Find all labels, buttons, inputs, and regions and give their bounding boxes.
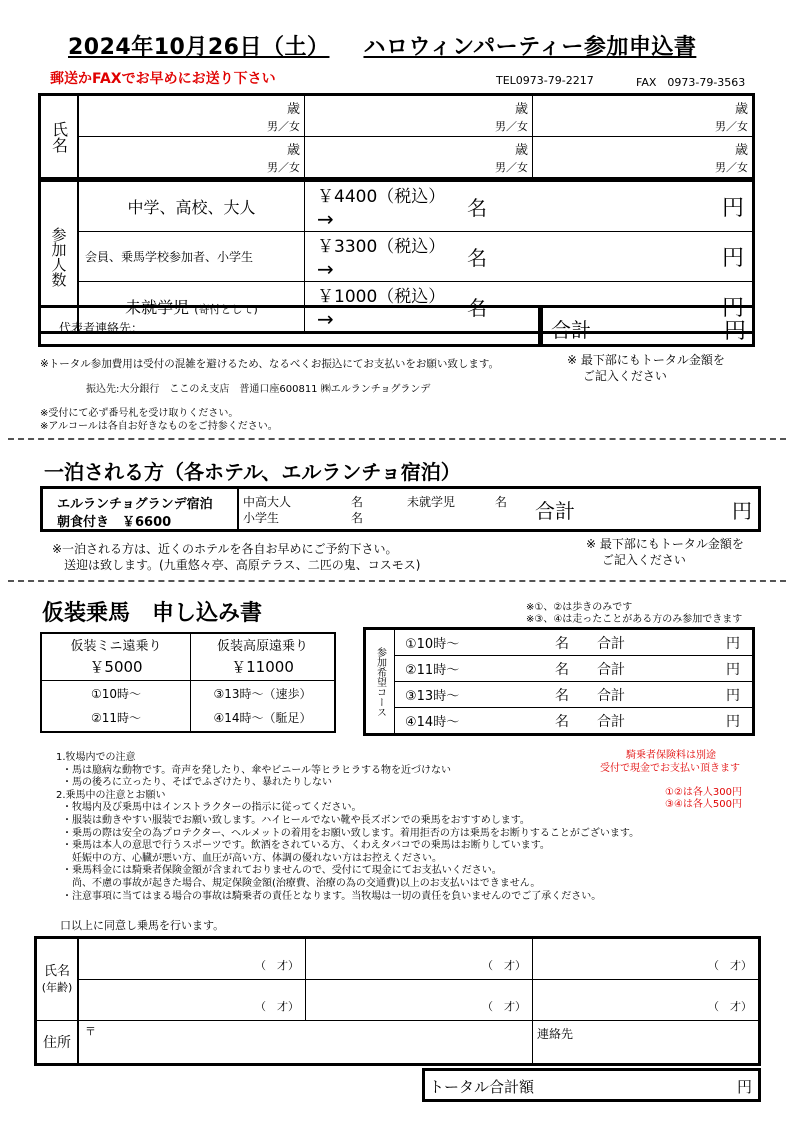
stay-form [40, 486, 761, 532]
bottom-total-note: ※ 最下部にもトータル金額を ご記入ください [567, 353, 725, 383]
gender-label: 男／女 [495, 120, 528, 133]
riding-remark-1: ※①、②は歩きのみです [526, 602, 633, 613]
stay-note-2: 送迎は致します。(九重悠々亭、高原テラス、二匹の鬼、コスモス) [64, 558, 421, 572]
name-field[interactable] [533, 137, 754, 179]
agreement-checkbox[interactable]: 口以上に同意し乗馬を行います。 [60, 919, 225, 932]
name-field[interactable] [533, 95, 754, 137]
name-field[interactable] [305, 95, 533, 137]
yen-preschool-field[interactable]: 円 [567, 282, 754, 333]
course-label-cell [365, 629, 395, 735]
transfer-note: ※トータル参加費用は受付の混雑を避けるため、なるべくお振込にてお支払いをお願い致します。 [40, 358, 500, 370]
insurance-note-4: ③④は各人500円 [665, 799, 743, 810]
send-note: 郵送かFAXでお早めにお送り下さい [50, 71, 276, 87]
divider [8, 580, 786, 582]
grand-total-field[interactable] [422, 1068, 761, 1102]
contact-field[interactable] [533, 1021, 760, 1065]
course-highland-slots: ③13時～（速歩） ④14時～（駈足） [191, 681, 336, 733]
course-mini: 仮装ミニ遠乗り ￥5000 [41, 633, 191, 681]
course-highland: 仮装高原遠乗り ￥11000 [191, 633, 336, 681]
course-row-4[interactable]: ④14時～ 名 合計 円 [395, 708, 754, 735]
count-member-field[interactable]: 名 [467, 232, 567, 282]
stay-total-field[interactable]: 円 [732, 499, 752, 523]
name-label: 氏名 [49, 120, 69, 153]
riding-remark-2: ※③、④は走ったことがある方のみ参加できます [526, 614, 743, 625]
riding-name-field[interactable]: （ 才） [306, 938, 533, 980]
count-adult-field[interactable]: 名 [467, 181, 567, 232]
course-row-2[interactable]: ②11時～ 名 合計 円 [395, 656, 754, 682]
yen-member-field[interactable]: 円 [567, 232, 754, 282]
stay-total-label: 合計 [535, 499, 575, 523]
rule-line: ・馬は臆病な動物です。奇声を発したり、傘やビニール等ヒラヒラする物を近づけない [62, 764, 451, 776]
rule-line: ・牧場内及び乗馬中はインストラクターの指示に従ってください。 [62, 802, 362, 814]
stay-heading: 一泊される方（各ホテル、エルランチョ宿泊） [44, 460, 461, 484]
stay-preschool-label: 未就学児 [407, 495, 456, 509]
alcohol-note: ※アルコールは各自お好きなものをご持参ください。 [40, 421, 278, 432]
age-unit: 歳 [734, 102, 748, 117]
rules-list [56, 752, 639, 903]
rule-line: 尚、不慮の事故が起きた場合、規定保険金額(治療費、治療の為の交通費)以上のお支払いはできません。 [62, 877, 541, 889]
stay-child-label: 小学生 [243, 511, 280, 525]
insurance-note-2: 受付で現金でお支払い頂きます [600, 763, 740, 774]
name-field[interactable] [78, 95, 305, 137]
fax-number: FAX 0973-79-3563 [636, 76, 746, 89]
tel-number: TEL0973-79-2217 [496, 74, 594, 87]
gender-label: 男／女 [267, 161, 300, 174]
price-adult: ￥4400（税込） → [305, 181, 468, 232]
rule-line: 妊娠中の方、心臓が悪い方、血圧が高い方、体調の優れない方はお控えください。 [62, 852, 442, 864]
address-label: 住所 [36, 1021, 79, 1065]
category-adult: 中学、高校、大人 [78, 181, 305, 232]
ticket-note: ※受付にて必ず番号札を受け取りください。 [40, 408, 239, 419]
age-unit: 歳 [286, 102, 300, 117]
divider [8, 438, 786, 440]
gender-label: 男／女 [267, 120, 300, 133]
age-unit: 歳 [514, 143, 528, 158]
rule-line: 2.乗馬中の注意とお願い [56, 789, 166, 801]
postal-mark: 〒 [85, 1025, 96, 1038]
grand-total-unit: 円 [736, 1078, 752, 1096]
stay-adult-count-field[interactable]: 名 [351, 495, 364, 509]
contact-label: 連絡先 [537, 1027, 574, 1041]
riding-name-field[interactable]: （ 才） [533, 938, 760, 980]
rule-line: ・乗馬の際は安全の為プロテクター、ヘルメットの着用をお願い致します。着用拒否の方は乗馬をお断りすることがございます。 [62, 827, 640, 839]
total-unit: 円 [723, 319, 746, 344]
event-date: 2024年10月26日（土） [68, 35, 330, 60]
name-label-cell [40, 95, 79, 179]
course-mini-slots: ①10時～ ②11時～ [41, 681, 191, 733]
riding-name-field[interactable]: （ 才） [306, 980, 533, 1021]
stay-child-count-field[interactable]: 名 [351, 511, 364, 525]
participant-form [38, 93, 755, 180]
gender-label: 男／女 [715, 161, 748, 174]
riding-name-field[interactable]: （ 才） [78, 980, 306, 1021]
insurance-note-1: 騎乗者保険料は別途 [626, 750, 716, 761]
category-member: 会員、乗馬学校参加者、小学生 [78, 232, 305, 282]
riding-name-field[interactable]: （ 才） [78, 938, 306, 980]
representative-contact-field[interactable] [38, 305, 541, 347]
rule-line: ・服装は動きやすい服装でお願い致します。ハイヒールでない靴や長ズボンでの乗馬をおすすめします。 [62, 814, 530, 826]
insurance-note-3: ①②は各人300円 [665, 787, 743, 798]
riding-age-label: (年齢) [41, 980, 73, 994]
hotel-name: エルランチョグランデ宿泊 [57, 497, 213, 512]
page-title [68, 30, 696, 61]
event-name: ハロウィンパーティー参加申込書 [363, 35, 697, 60]
total-field[interactable] [540, 305, 755, 347]
stay-bottom-total-note: ※ 最下部にもトータル金額を ご記入ください [586, 537, 744, 567]
hotel-cell [43, 489, 239, 529]
address-field[interactable] [78, 1021, 533, 1065]
riding-participant-form [34, 936, 761, 1066]
rule-line: ・乗馬は本人の意思で行うスポーツです。飲酒をされている方、くわえタバコでの乗馬はお断りしています。 [62, 840, 550, 852]
age-unit: 歳 [286, 143, 300, 158]
age-unit: 歳 [734, 143, 748, 158]
price-member: ￥3300（税込） → [305, 232, 468, 282]
course-row-3[interactable]: ③13時～ 名 合計 円 [395, 682, 754, 708]
riding-name-label-cell [36, 938, 79, 1021]
riding-name-field[interactable]: （ 才） [533, 980, 760, 1021]
bank-info: 振込先:大分銀行 ここのえ支店 普通口座600811 ㈱エルランチョグランデ [86, 384, 431, 395]
breakfast-price: 朝食付き ￥6600 [57, 515, 172, 530]
grand-total-label: トータル合計額 [429, 1078, 535, 1096]
riding-name-label: 氏名 [43, 963, 70, 979]
course-signup-table [363, 627, 755, 736]
total-label: 合計 [551, 318, 591, 342]
representative-label: 代表者連絡先： [59, 321, 144, 335]
rule-line: ・馬の後ろに立ったり、そばでふざけたり、暴れたりしない [62, 777, 332, 789]
price-preschool: ￥1000（税込） → [305, 282, 468, 333]
count-preschool-field[interactable]: 名 [467, 282, 567, 333]
rule-line: ・注意事項に当てはまる場合の事故は騎乗者の責任となります。当牧場は一切の責任を負いませんのでご了承ください。 [62, 890, 602, 902]
gender-label: 男／女 [495, 161, 528, 174]
rule-line: 1.牧場内での注意 [56, 752, 136, 763]
riding-price-table [40, 632, 336, 733]
name-field[interactable] [305, 137, 533, 179]
stay-preschool-count-field[interactable]: 名 [495, 495, 508, 509]
age-unit: 歳 [514, 102, 528, 117]
riding-heading: 仮装乗馬 申し込み書 [42, 601, 263, 626]
stay-note: ※一泊される方は、近くのホテルを各自お早めにご予約下さい。 [52, 542, 398, 556]
count-label: 参加人数 [49, 226, 68, 287]
stay-adult-label: 中高大人 [243, 495, 292, 509]
course-label: 参加希望コース [374, 646, 386, 717]
name-field[interactable] [78, 137, 305, 179]
rule-line: ・乗馬料金には騎乗者保険金額が含まれておりませんので、受付にて現金にてお支払いください。 [62, 865, 502, 877]
yen-adult-field[interactable]: 円 [567, 181, 754, 232]
category-preschool: 未就学児 (寄付として) [78, 282, 305, 333]
course-row-1[interactable]: ①10時～ 名 合計 円 [395, 629, 754, 656]
gender-label: 男／女 [715, 120, 748, 133]
